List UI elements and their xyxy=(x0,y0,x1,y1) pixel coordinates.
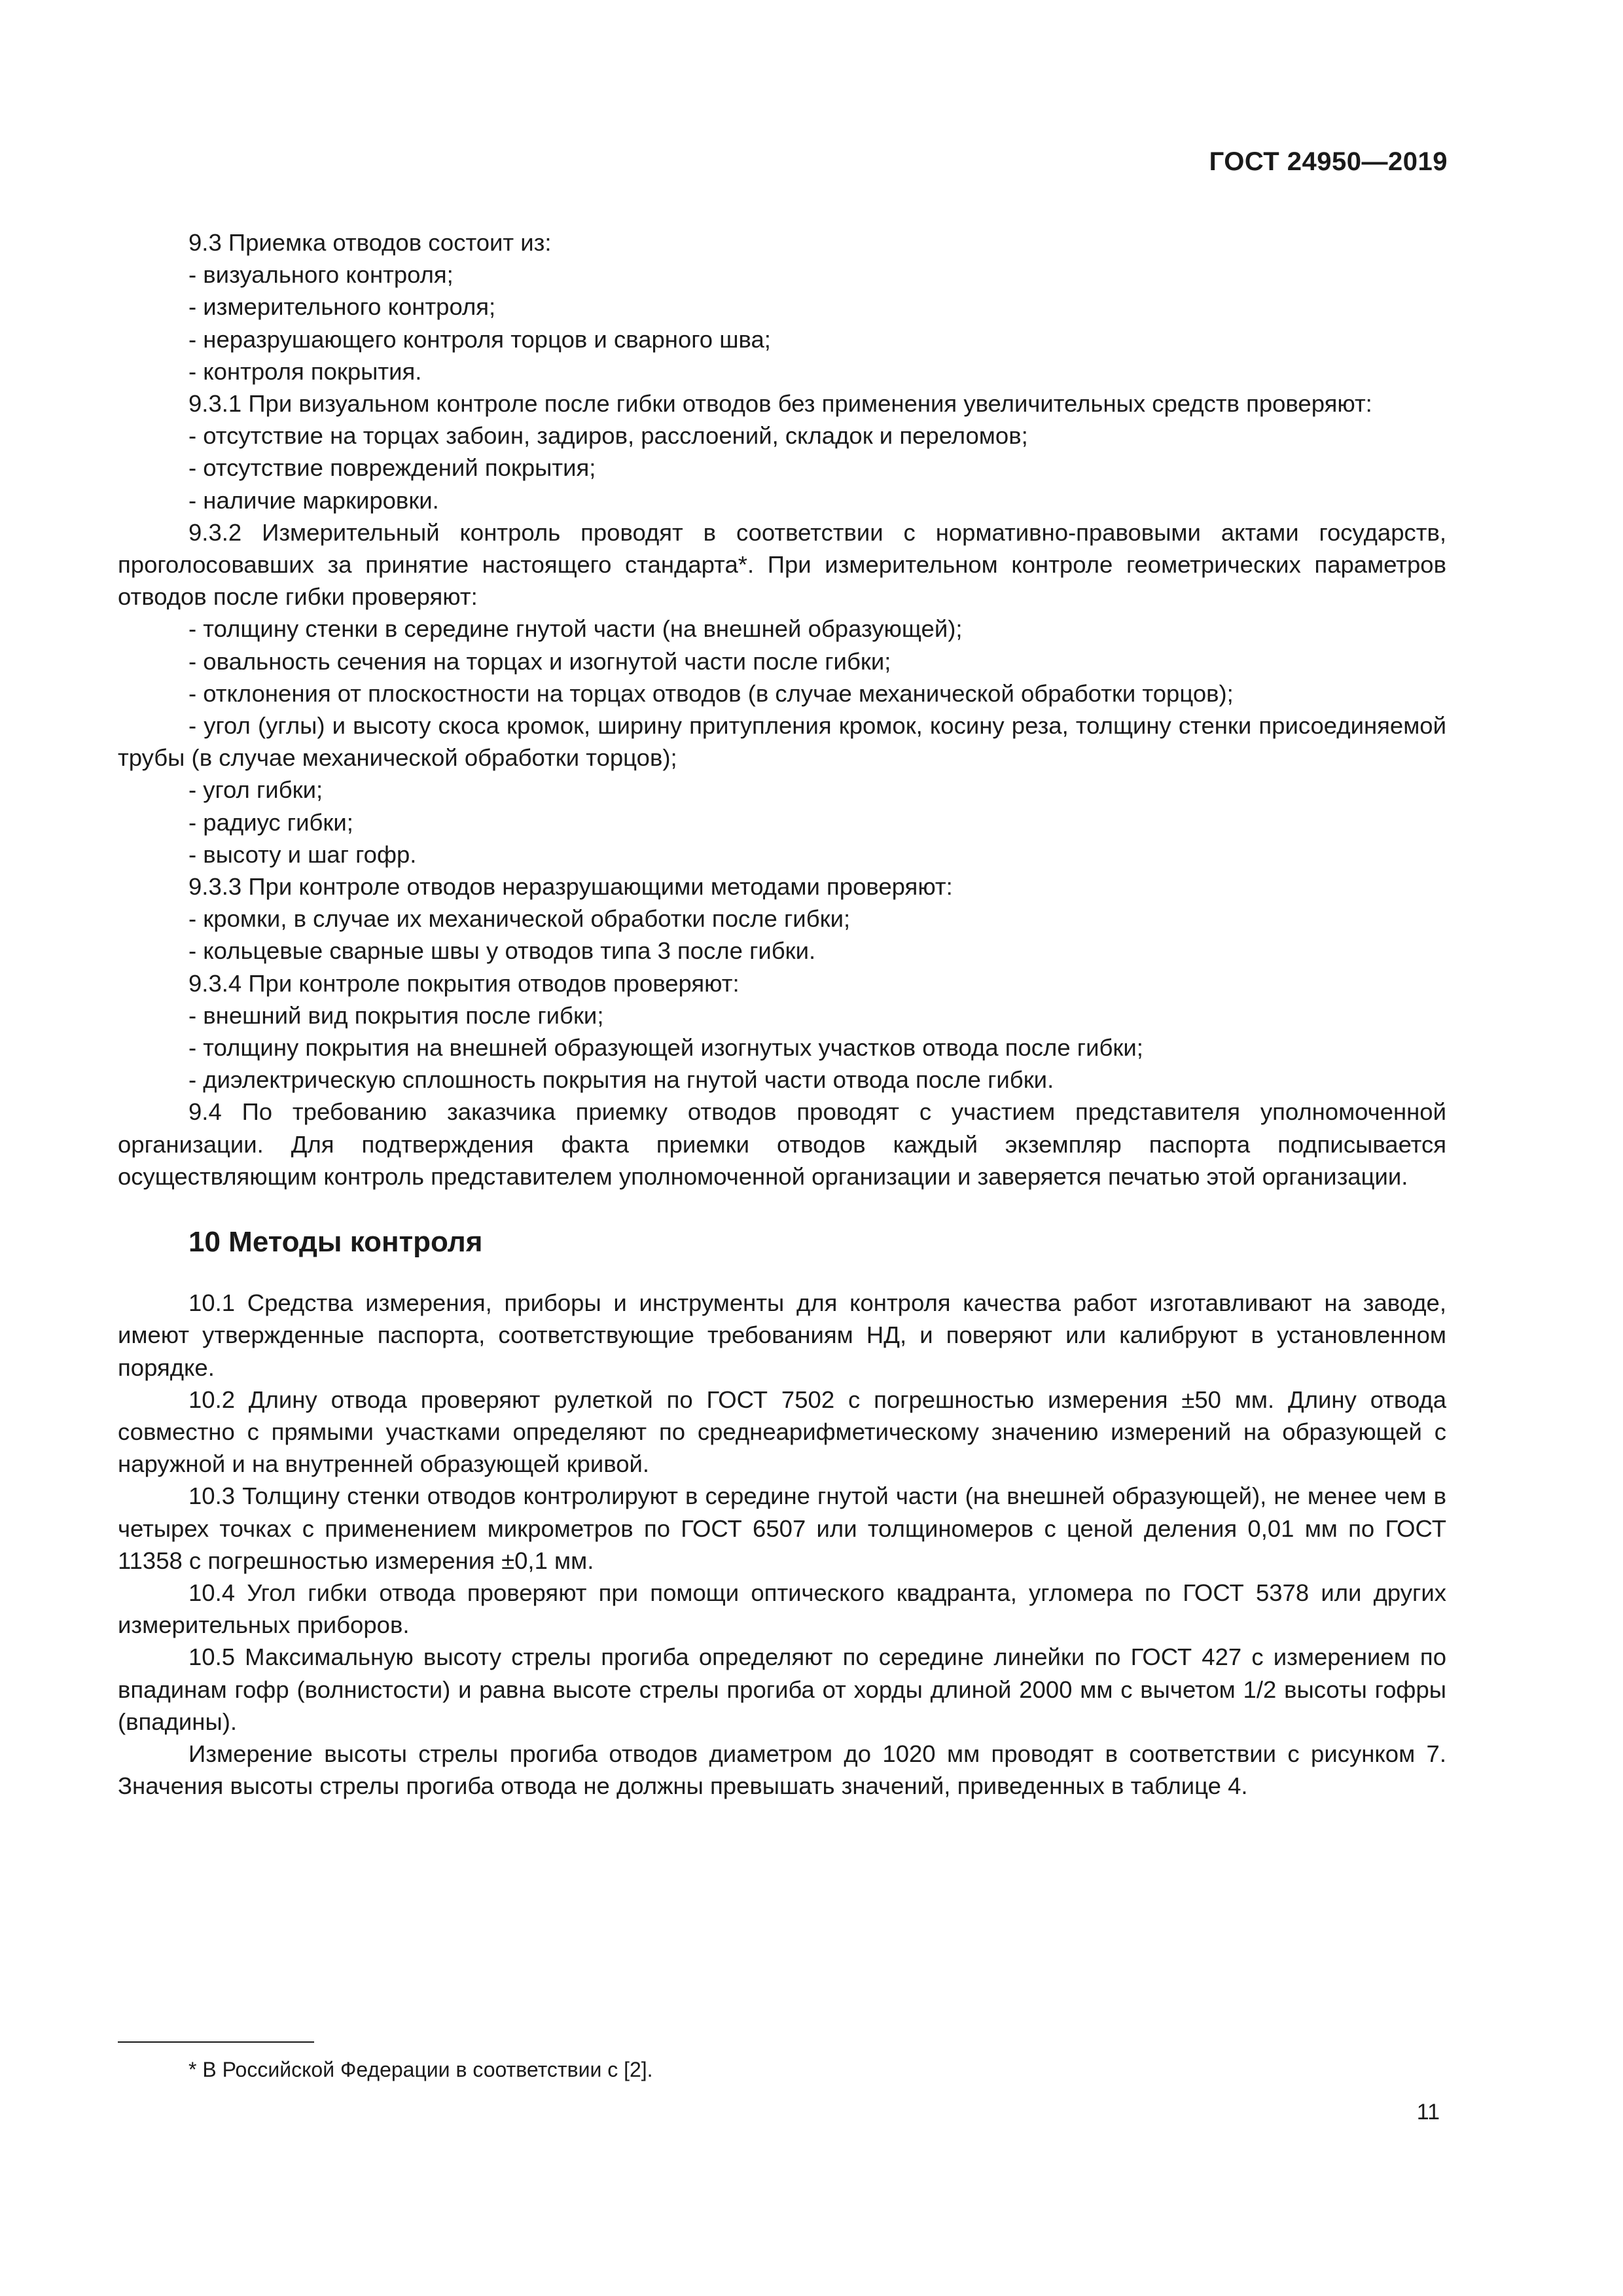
list-item: - измерительного контроля; xyxy=(188,293,496,321)
list-item: - контроля покрытия. xyxy=(188,357,422,385)
list-item: - визуального контроля; xyxy=(188,261,454,289)
paragraph-9-4: 9.4 По требованию заказчика приемку отводов проводят с участием представителя уполномоченной организации. Для подтверждения факта приемки отводов каждый экземпляр паспорта подписывается осуществляющим контроль представителем уполномоченной организации и заверяется печатью этой организации. xyxy=(118,1098,1446,1190)
paragraph-10-3: 10.3 Толщину стенки отводов контролируют в середине гнутой части (на внешней образующей), не менее чем в четырех точках с применением микрометров по ГОСТ 6507 или толщиномеров с ценой деления 0,01 мм по ГОСТ 11358 с погрешностью измерения ±0,1 мм. xyxy=(118,1482,1446,1574)
paragraph-10-5: 10.5 Максимальную высоту стрелы прогиба определяют по середине линейки по ГОСТ 427 с измерением по впадинам гофр (волнистости) и равна высоте стрелы прогиба от хорды длиной 2000 мм с вычетом 1/2 высоты гофры (впадины). xyxy=(118,1643,1446,1735)
list-item: - овальность сечения на торцах и изогнутой части после гибки; xyxy=(188,647,891,675)
list-item: - угол гибки; xyxy=(188,776,323,804)
paragraph-10-4: 10.4 Угол гибки отвода проверяют при помощи оптического квадранта, угломера по ГОСТ 5378 или других измерительных приборов. xyxy=(118,1579,1446,1639)
list-item: - отсутствие на торцах забоин, задиров, расслоений, складок и переломов; xyxy=(188,422,1028,450)
list-item: - высоту и шаг гофр. xyxy=(188,840,417,868)
page-number: 11 xyxy=(1416,2100,1440,2125)
list-item: - толщину покрытия на внешней образующей изогнутых участков отвода после гибки; xyxy=(188,1034,1143,1062)
section-heading: 10 Методы контроля xyxy=(188,1226,483,1259)
paragraph-deflection-measurement: Измерение высоты стрелы прогиба отводов диаметром до 1020 мм проводят в соответствии с рисунком 7. Значения высоты стрелы прогиба отвода не должны превышать значений, приведенных в таблице 4. xyxy=(118,1740,1446,1800)
paragraph-9-3-1: 9.3.1 При визуальном контроле после гибки отводов без применения увеличительных средств проверяют: xyxy=(188,390,1372,418)
main-text xyxy=(118,226,1446,1802)
list-item: - толщину стенки в середине гнутой части (на внешней образующей); xyxy=(188,615,963,643)
list-item: - отсутствие повреждений покрытия; xyxy=(188,454,596,482)
paragraph-9-3-2: 9.3.2 Измерительный контроль проводят в соответствии с нормативно-правовыми актами государств, проголосовавших за принятие настоящего стандарта*. При измерительном контроле геометрических параметров отводов после гибки проверяют: xyxy=(118,518,1446,611)
paragraph-10-1: 10.1 Средства измерения, приборы и инструменты для контроля качества работ изготавливают на заводе, имеют утвержденные паспорта, соответствующие требованиям НД, и поверяют или калибруют в установленном порядке. xyxy=(118,1289,1446,1381)
footnote: * В Российской Федерации в соответствии с [2]. xyxy=(188,2058,653,2081)
list-item: - наличие маркировки. xyxy=(188,486,439,514)
list-item: - угол (углы) и высоту скоса кромок, ширину притупления кромок, косину реза, толщину стенки присоединяемой трубы (в случае механической обработки торцов); xyxy=(118,712,1446,772)
list-item: - неразрушающего контроля торцов и сварного шва; xyxy=(188,325,771,353)
list-item: - отклонения от плоскостности на торцах отводов (в случае механической обработки торцов); xyxy=(188,679,1234,707)
list-item: - кольцевые сварные швы у отводов типа 3 после гибки. xyxy=(188,937,816,965)
list-item: - кромки, в случае их механической обработки после гибки; xyxy=(188,905,851,933)
list-item: - диэлектрическую сплошность покрытия на гнутой части отвода после гибки. xyxy=(188,1066,1054,1094)
paragraph-9-3-3: 9.3.3 При контроле отводов неразрушающими методами проверяют: xyxy=(188,873,953,901)
paragraph-9-3: 9.3 Приемка отводов состоит из: xyxy=(188,229,552,256)
paragraph-9-3-4: 9.3.4 При контроле покрытия отводов проверяют: xyxy=(188,969,740,997)
footnote-divider xyxy=(118,2041,314,2043)
list-item: - внешний вид покрытия после гибки; xyxy=(188,1001,604,1029)
paragraph-10-2: 10.2 Длину отвода проверяют рулеткой по ГОСТ 7502 с погрешностью измерения ±50 мм. Длину отвода совместно с прямыми участками определяют по среднеарифметическому значению измерений на образующей с наружной и на внутренней образующей кривой. xyxy=(118,1386,1446,1478)
document-code-header: ГОСТ 24950—2019 xyxy=(1209,147,1448,176)
list-item: - радиус гибки; xyxy=(188,808,353,836)
